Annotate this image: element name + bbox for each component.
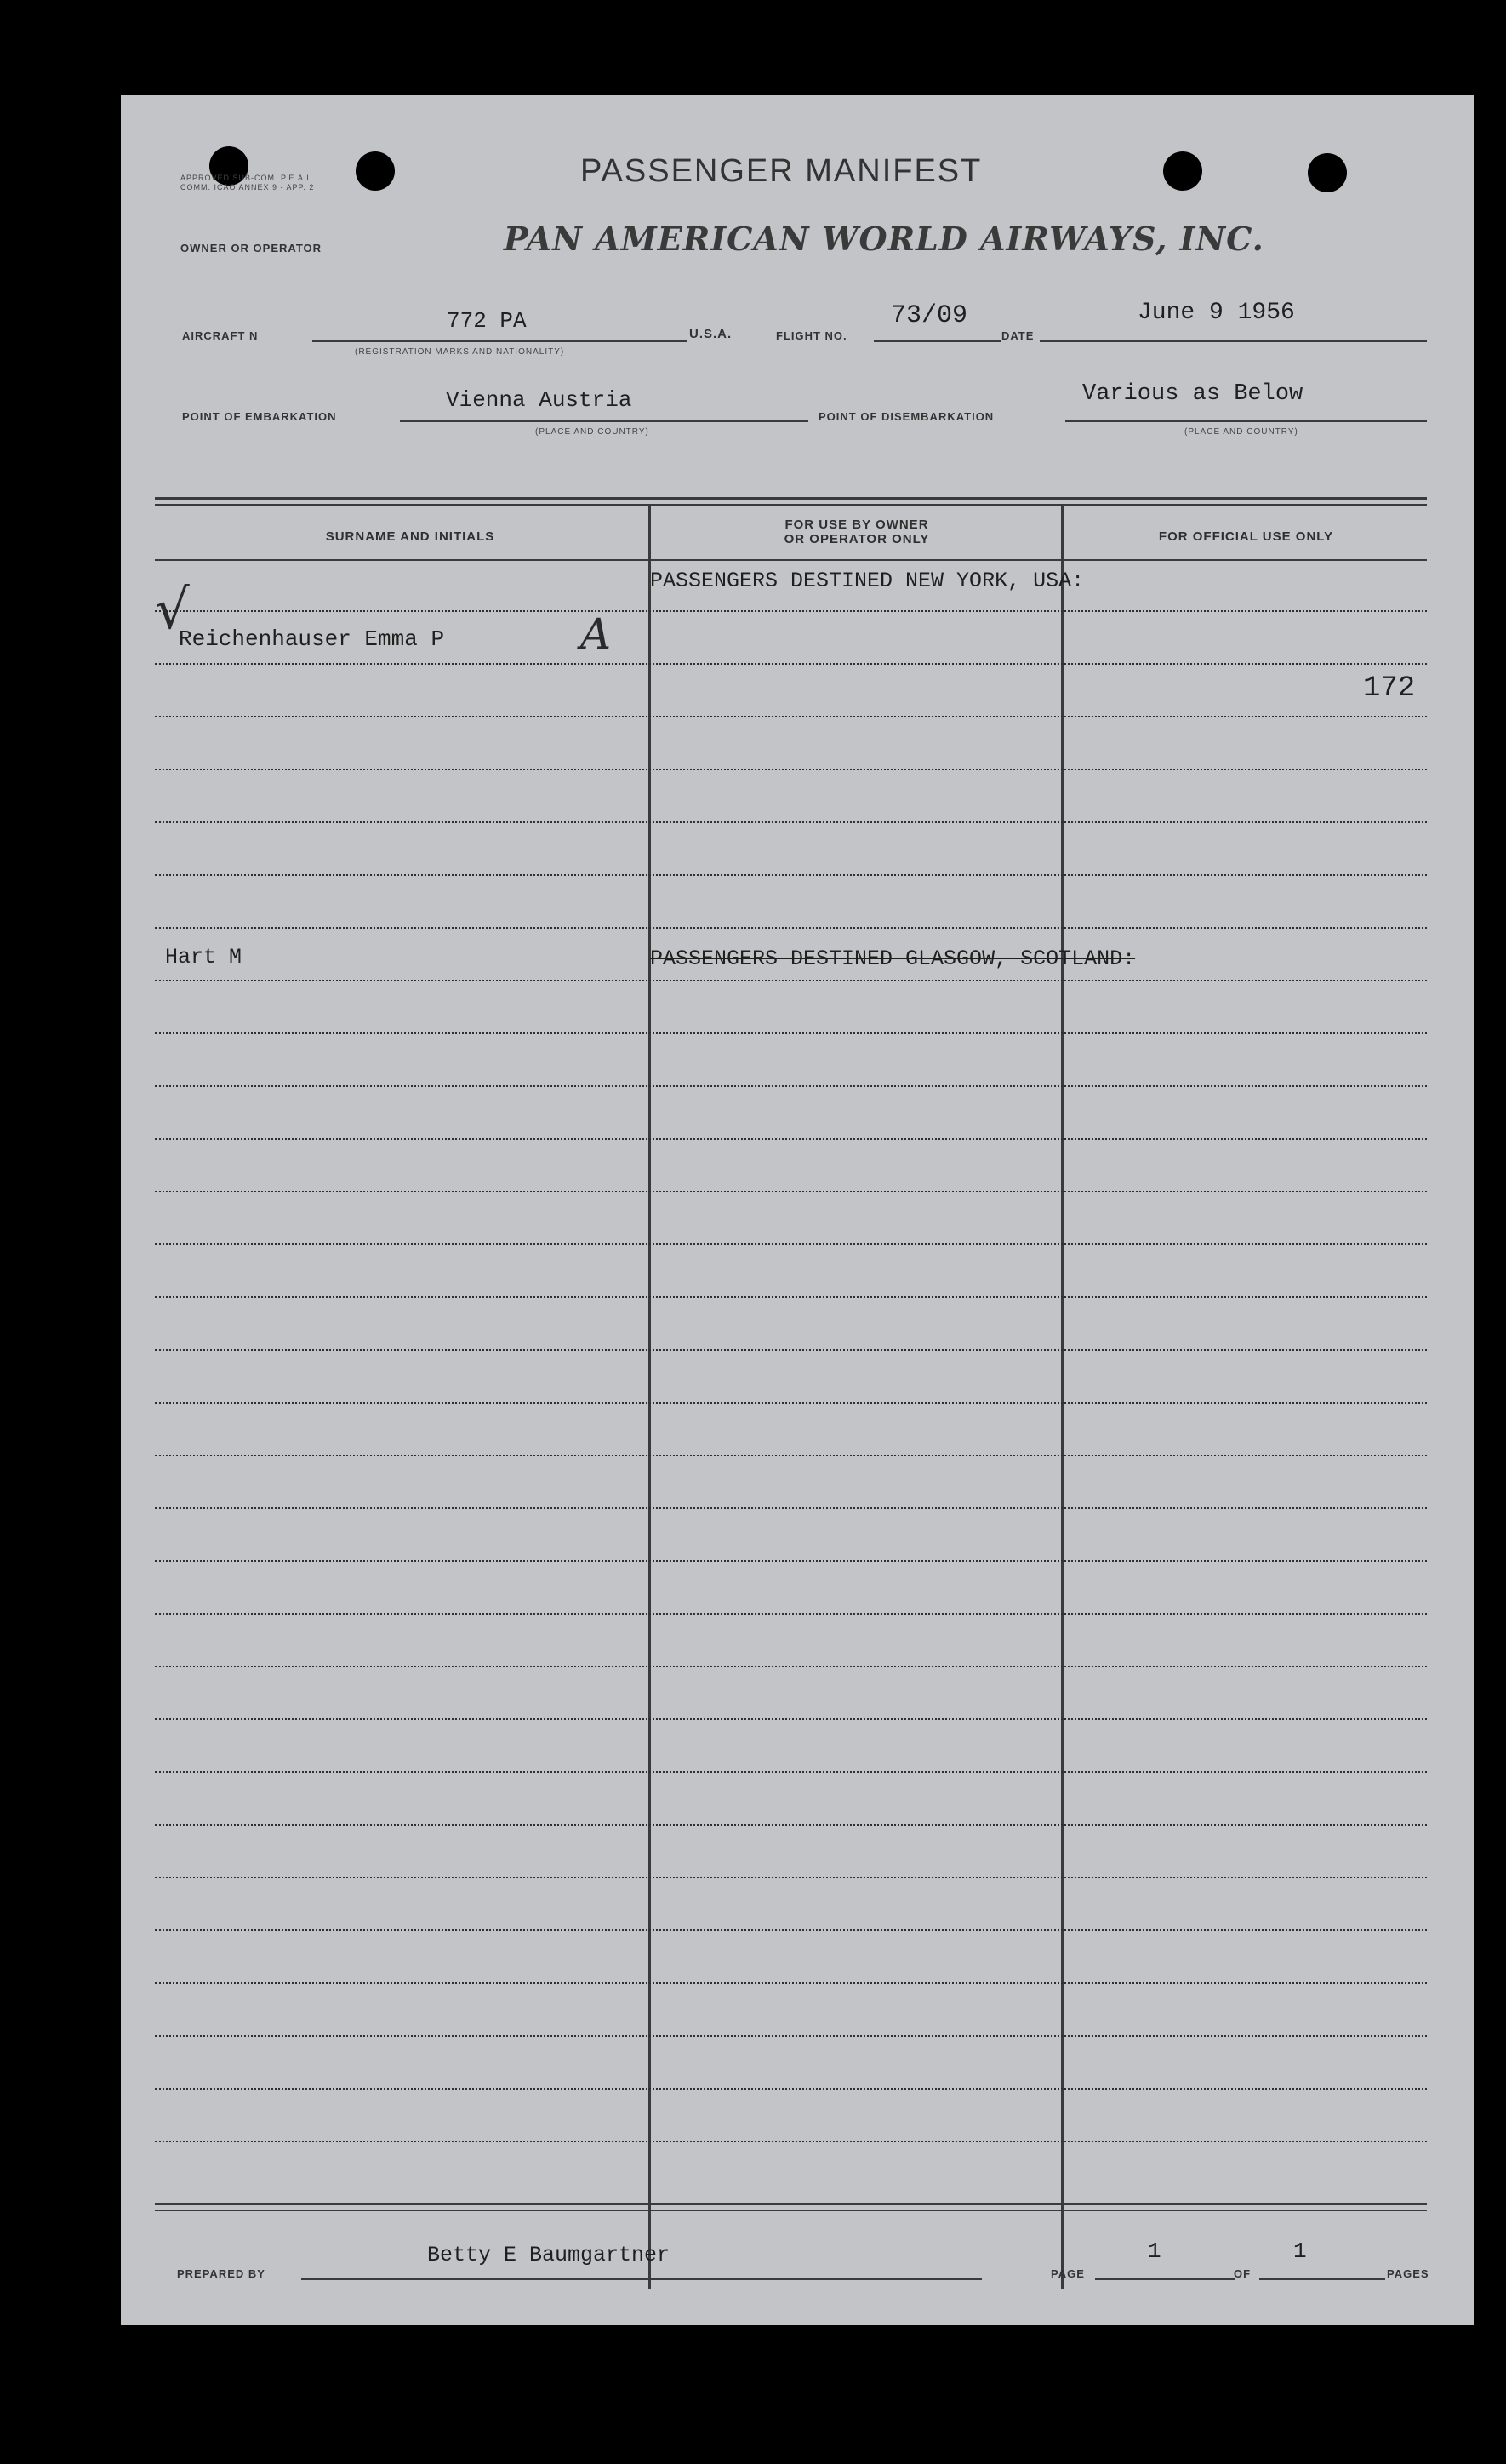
table-row-line xyxy=(155,1929,1427,1931)
table-row-line xyxy=(155,2141,1427,2142)
table-rows xyxy=(121,95,1474,2325)
table-row-line xyxy=(155,663,1427,665)
embark-sublabel: (PLACE AND COUNTRY) xyxy=(535,427,649,437)
table-row-line xyxy=(155,2088,1427,2090)
table-row-line xyxy=(155,1613,1427,1615)
owner-value: PAN AMERICAN WORLD AIRWAYS, INC. xyxy=(504,220,1264,258)
table-row-line xyxy=(155,1349,1427,1351)
aircraft-label: AIRCRAFT N xyxy=(182,329,259,342)
passenger-1-mark: A xyxy=(580,609,612,659)
table-row-line xyxy=(155,1824,1427,1826)
table-row-line xyxy=(155,1666,1427,1667)
table-row-line xyxy=(155,980,1427,981)
check-mark: √ xyxy=(155,579,190,642)
of-value: 1 xyxy=(1293,2238,1307,2264)
section-new-york: PASSENGERS DESTINED NEW YORK, USA: xyxy=(650,569,1085,593)
section-glasgow: PASSENGERS DESTINED GLASGOW, SCOTLAND: xyxy=(650,946,1136,971)
table-row-line xyxy=(155,1877,1427,1878)
aircraft-value: 772 PA xyxy=(447,308,527,334)
table-row-line xyxy=(155,1507,1427,1509)
table-row-line xyxy=(155,1085,1427,1087)
table-row-line xyxy=(155,1982,1427,1984)
prepared-line xyxy=(301,2278,982,2280)
prepared-value: Betty E Baumgartner xyxy=(427,2243,670,2267)
form-title: PASSENGER MANIFEST xyxy=(580,153,983,189)
page-value: 1 xyxy=(1148,2238,1161,2264)
col-official-header: FOR OFFICIAL USE ONLY xyxy=(1158,529,1334,544)
col-surname-header: SURNAME AND INITIALS xyxy=(325,529,495,544)
table-row-line xyxy=(155,1402,1427,1404)
embark-value: Vienna Austria xyxy=(446,387,632,413)
usa-label: U.S.A. xyxy=(689,327,733,341)
page-line xyxy=(1095,2278,1235,2280)
table-row-line xyxy=(155,1191,1427,1192)
table-row-line xyxy=(155,610,1427,612)
flight-label: FLIGHT NO. xyxy=(776,329,847,342)
table-row-line xyxy=(155,1560,1427,1562)
owner-label: OWNER OR OPERATOR xyxy=(180,242,322,254)
table-row-line xyxy=(155,1455,1427,1456)
table-row-line xyxy=(155,1771,1427,1773)
table-row-line xyxy=(155,1718,1427,1720)
table-row-line xyxy=(155,716,1427,717)
disembark-label: POINT OF DISEMBARKATION xyxy=(819,410,995,423)
pages-label: PAGES xyxy=(1387,2267,1429,2280)
of-label: OF xyxy=(1234,2267,1252,2280)
table-row-line xyxy=(155,1296,1427,1298)
table-row-line xyxy=(155,1138,1427,1140)
approval-note: APPROVED SUB-COM. P.E.A.L. COMM. ICAO ANNEX 9 - APP. 2 xyxy=(180,174,315,192)
table-row-line xyxy=(155,769,1427,770)
manifest-form xyxy=(121,95,1474,2325)
disembark-sublabel: (PLACE AND COUNTRY) xyxy=(1184,427,1298,437)
col-owner-header-line1: FOR USE BY OWNER xyxy=(784,517,929,532)
embark-label: POINT OF EMBARKATION xyxy=(182,410,337,423)
table-row-line xyxy=(155,2035,1427,2037)
of-line xyxy=(1259,2278,1385,2280)
table-row-line xyxy=(155,927,1427,929)
disembark-value: Various as Below xyxy=(1082,381,1303,407)
date-value: June 9 1956 xyxy=(1138,300,1295,326)
passenger-1-name: Reichenhauser Emma P xyxy=(179,626,445,652)
aircraft-sublabel: (REGISTRATION MARKS AND NATIONALITY) xyxy=(355,347,565,357)
table-row-line xyxy=(155,1243,1427,1245)
date-label: DATE xyxy=(1001,329,1035,342)
table-row-line xyxy=(155,874,1427,876)
passenger-2-name: Hart M xyxy=(165,945,242,969)
col-owner-header-line2: OR OPERATOR ONLY xyxy=(784,532,930,546)
page-label: PAGE xyxy=(1051,2267,1085,2280)
table-row-line xyxy=(155,821,1427,823)
flight-value: 73/09 xyxy=(891,301,968,330)
official-number: 172 xyxy=(1363,672,1416,705)
table-row-line xyxy=(155,1032,1427,1034)
prepared-label: PREPARED BY xyxy=(177,2267,265,2280)
